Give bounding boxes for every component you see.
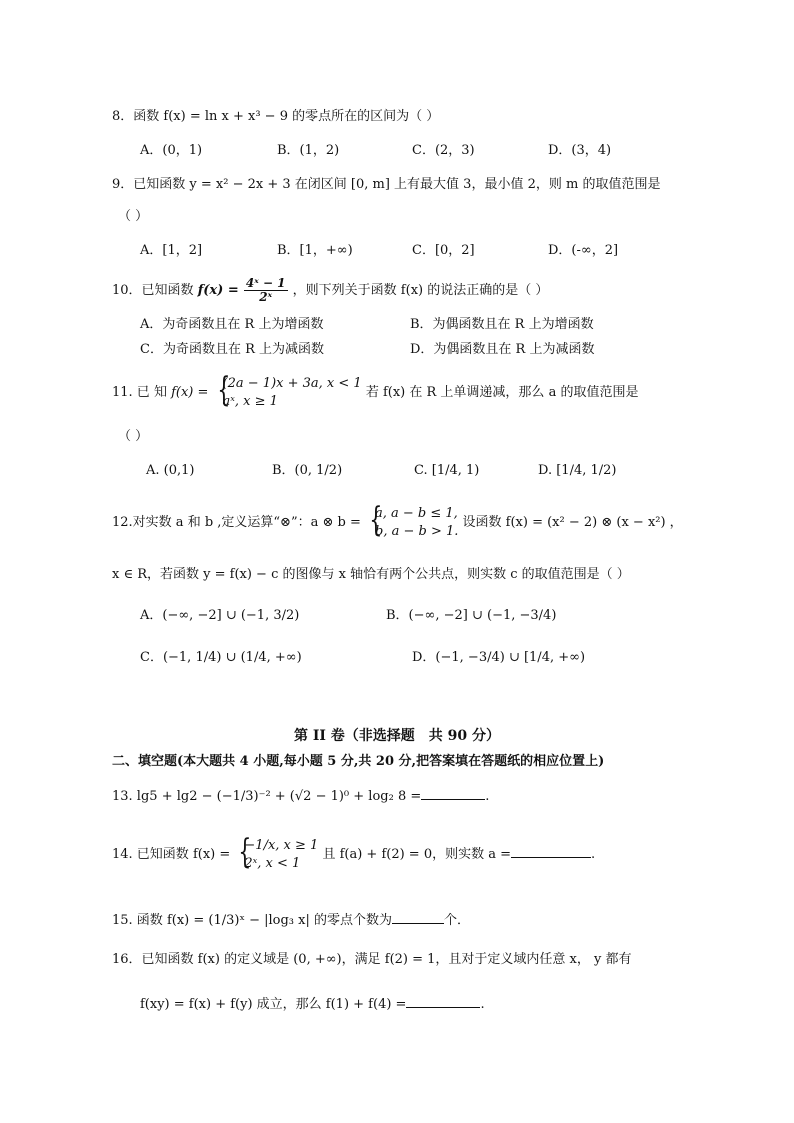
q11-prefix: 11. 已 知 (112, 385, 167, 400)
q12-option-c: C．(−1, 1/4) ∪ (1/4, +∞) (140, 650, 302, 665)
question-9-paren: （ ） (118, 209, 149, 224)
q11-piecewise (213, 369, 362, 411)
q14-piecewise (234, 831, 319, 873)
q9-option-d: D．(-∞，2] (548, 243, 619, 258)
q15-end: 个． (444, 913, 471, 928)
q10-denominator: 2ˣ (259, 290, 273, 304)
q12-case-2: b, a − b > 1. (375, 523, 459, 539)
q15-answer-blank[interactable] (392, 911, 444, 924)
question-8: 8．函数 f(x) = ln x + x³ − 9 的零点所在的区间为（ ） (112, 109, 440, 124)
q11-case-1: (2a − 1)x + 3a, x < 1 (222, 375, 362, 391)
q10-option-b: B．为偶函数且在 R 上为增函数 (410, 317, 594, 332)
q10-fraction (244, 277, 288, 304)
q9-option-b: B．[1，+∞) (277, 243, 353, 258)
q11-option-d: D. [1/4, 1/2) (538, 463, 617, 478)
q10-option-c: C．为奇函数且在 R 上为减函数 (140, 342, 324, 357)
q10-prefix: 10．已知函数 (112, 283, 194, 298)
q8-option-c: C．(2，3) (412, 143, 475, 158)
q12-suffix: 设函数 f(x) = (x² − 2) ⊗ (x − x²) ， (462, 515, 683, 530)
q10-fx: f(x) = (197, 283, 239, 298)
q13-end: . (485, 789, 490, 804)
q12-piecewise (365, 499, 459, 541)
question-11-paren: （ ） (118, 429, 149, 444)
question-9: 9．已知函数 y = x² − 2x + 3 在闭区间 [0, m] 上有最大值 3，最小值 2，则 m 的取值范围是 (112, 177, 661, 192)
section-2-title: 第 II 卷（非选择题 共 90 分） (293, 728, 501, 744)
q14-answer-blank[interactable] (511, 845, 591, 858)
q10-option-d: D．为偶函数且在 R 上为减函数 (410, 342, 595, 357)
q14-brace: { (238, 831, 252, 872)
q11-case-2: aˣ, x ≥ 1 (222, 393, 278, 409)
q9-option-c: C．[0，2] (412, 243, 475, 258)
question-12 (112, 499, 683, 542)
q12-prefix: 12.对实数 a 和 b ,定义运算“⊗”：a ⊗ b = (112, 515, 361, 530)
q10-option-a: A．为奇函数且在 R 上为增函数 (140, 317, 324, 332)
q10-numerator: 4ˣ − 1 (245, 276, 286, 290)
q16-end: . (480, 997, 485, 1012)
question-13 (112, 787, 489, 806)
q11-option-c: C. [1/4, 1) (414, 463, 480, 478)
question-12-line-2: x ∈ R，若函数 y = f(x) − c 的图像与 x 轴恰有两个公共点，则实数 c 的取值范围是（ ） (112, 567, 630, 582)
q13-text: 13. lg5 + lg2 − (−1/3)⁻² + (√2 − 1)⁰ + log₂ 8 = (112, 789, 422, 804)
q15-text: 15. 函数 f(x) = (1/3)ˣ − |log₃ x| 的零点个数为 (112, 913, 392, 928)
q14-end: . (591, 847, 596, 862)
q8-option-a: A．(0，1) (140, 143, 203, 158)
q14-prefix: 14. 已知函数 f(x) = (112, 847, 231, 862)
question-10 (112, 276, 548, 306)
q11-suffix: 若 f(x) 在 R 上单调递减，那么 a 的取值范围是 (365, 385, 639, 400)
q8-option-d: D．(3，4) (548, 143, 612, 158)
q12-case-1: a, a − b ≤ 1, (375, 505, 458, 521)
question-16-line-2 (140, 995, 485, 1014)
q16-line-2-text: f(xy) = f(x) + f(y) 成立，那么 f(1) + f(4) = (140, 997, 407, 1012)
q8-option-b: B．(1，2) (277, 143, 340, 158)
q13-answer-blank[interactable] (421, 787, 485, 800)
q11-option-b: B．(0, 1/2) (272, 463, 343, 478)
q11-option-a: A. (0,1) (146, 463, 195, 478)
q12-option-d: D．(−1, −3/4) ∪ [1/4, +∞) (412, 650, 586, 665)
q14-suffix: 且 f(a) + f(2) = 0，则实数 a = (322, 847, 512, 862)
question-11 (112, 369, 639, 412)
q12-brace: { (369, 499, 383, 540)
question-14 (112, 831, 596, 874)
q14-case-1: −1/x, x ≥ 1 (244, 837, 319, 853)
q11-brace: { (216, 369, 230, 410)
q11-fx: f(x) = (171, 385, 209, 400)
q16-answer-blank[interactable] (406, 995, 480, 1008)
question-16-line-1: 16．已知函数 f(x) 的定义域是 (0, +∞)，满足 f(2) = 1，且对于定义域内任意 x， y 都有 (112, 952, 632, 967)
q14-case-2: 2ˣ, x < 1 (244, 855, 301, 871)
q12-option-a: A．(−∞, −2] ∪ (−1, 3/2) (140, 608, 300, 623)
q9-option-a: A．[1，2] (140, 243, 203, 258)
q12-option-b: B．(−∞, −2] ∪ (−1, −3/4) (386, 608, 557, 623)
question-15 (112, 911, 470, 930)
q10-suffix: ，则下列关于函数 f(x) 的说法正确的是（ ） (292, 283, 549, 298)
section-2-heading: 二、填空题(本大题共 4 小题,每小题 5 分,共 20 分,把答案填在答题纸的相应位置上) (112, 754, 605, 769)
